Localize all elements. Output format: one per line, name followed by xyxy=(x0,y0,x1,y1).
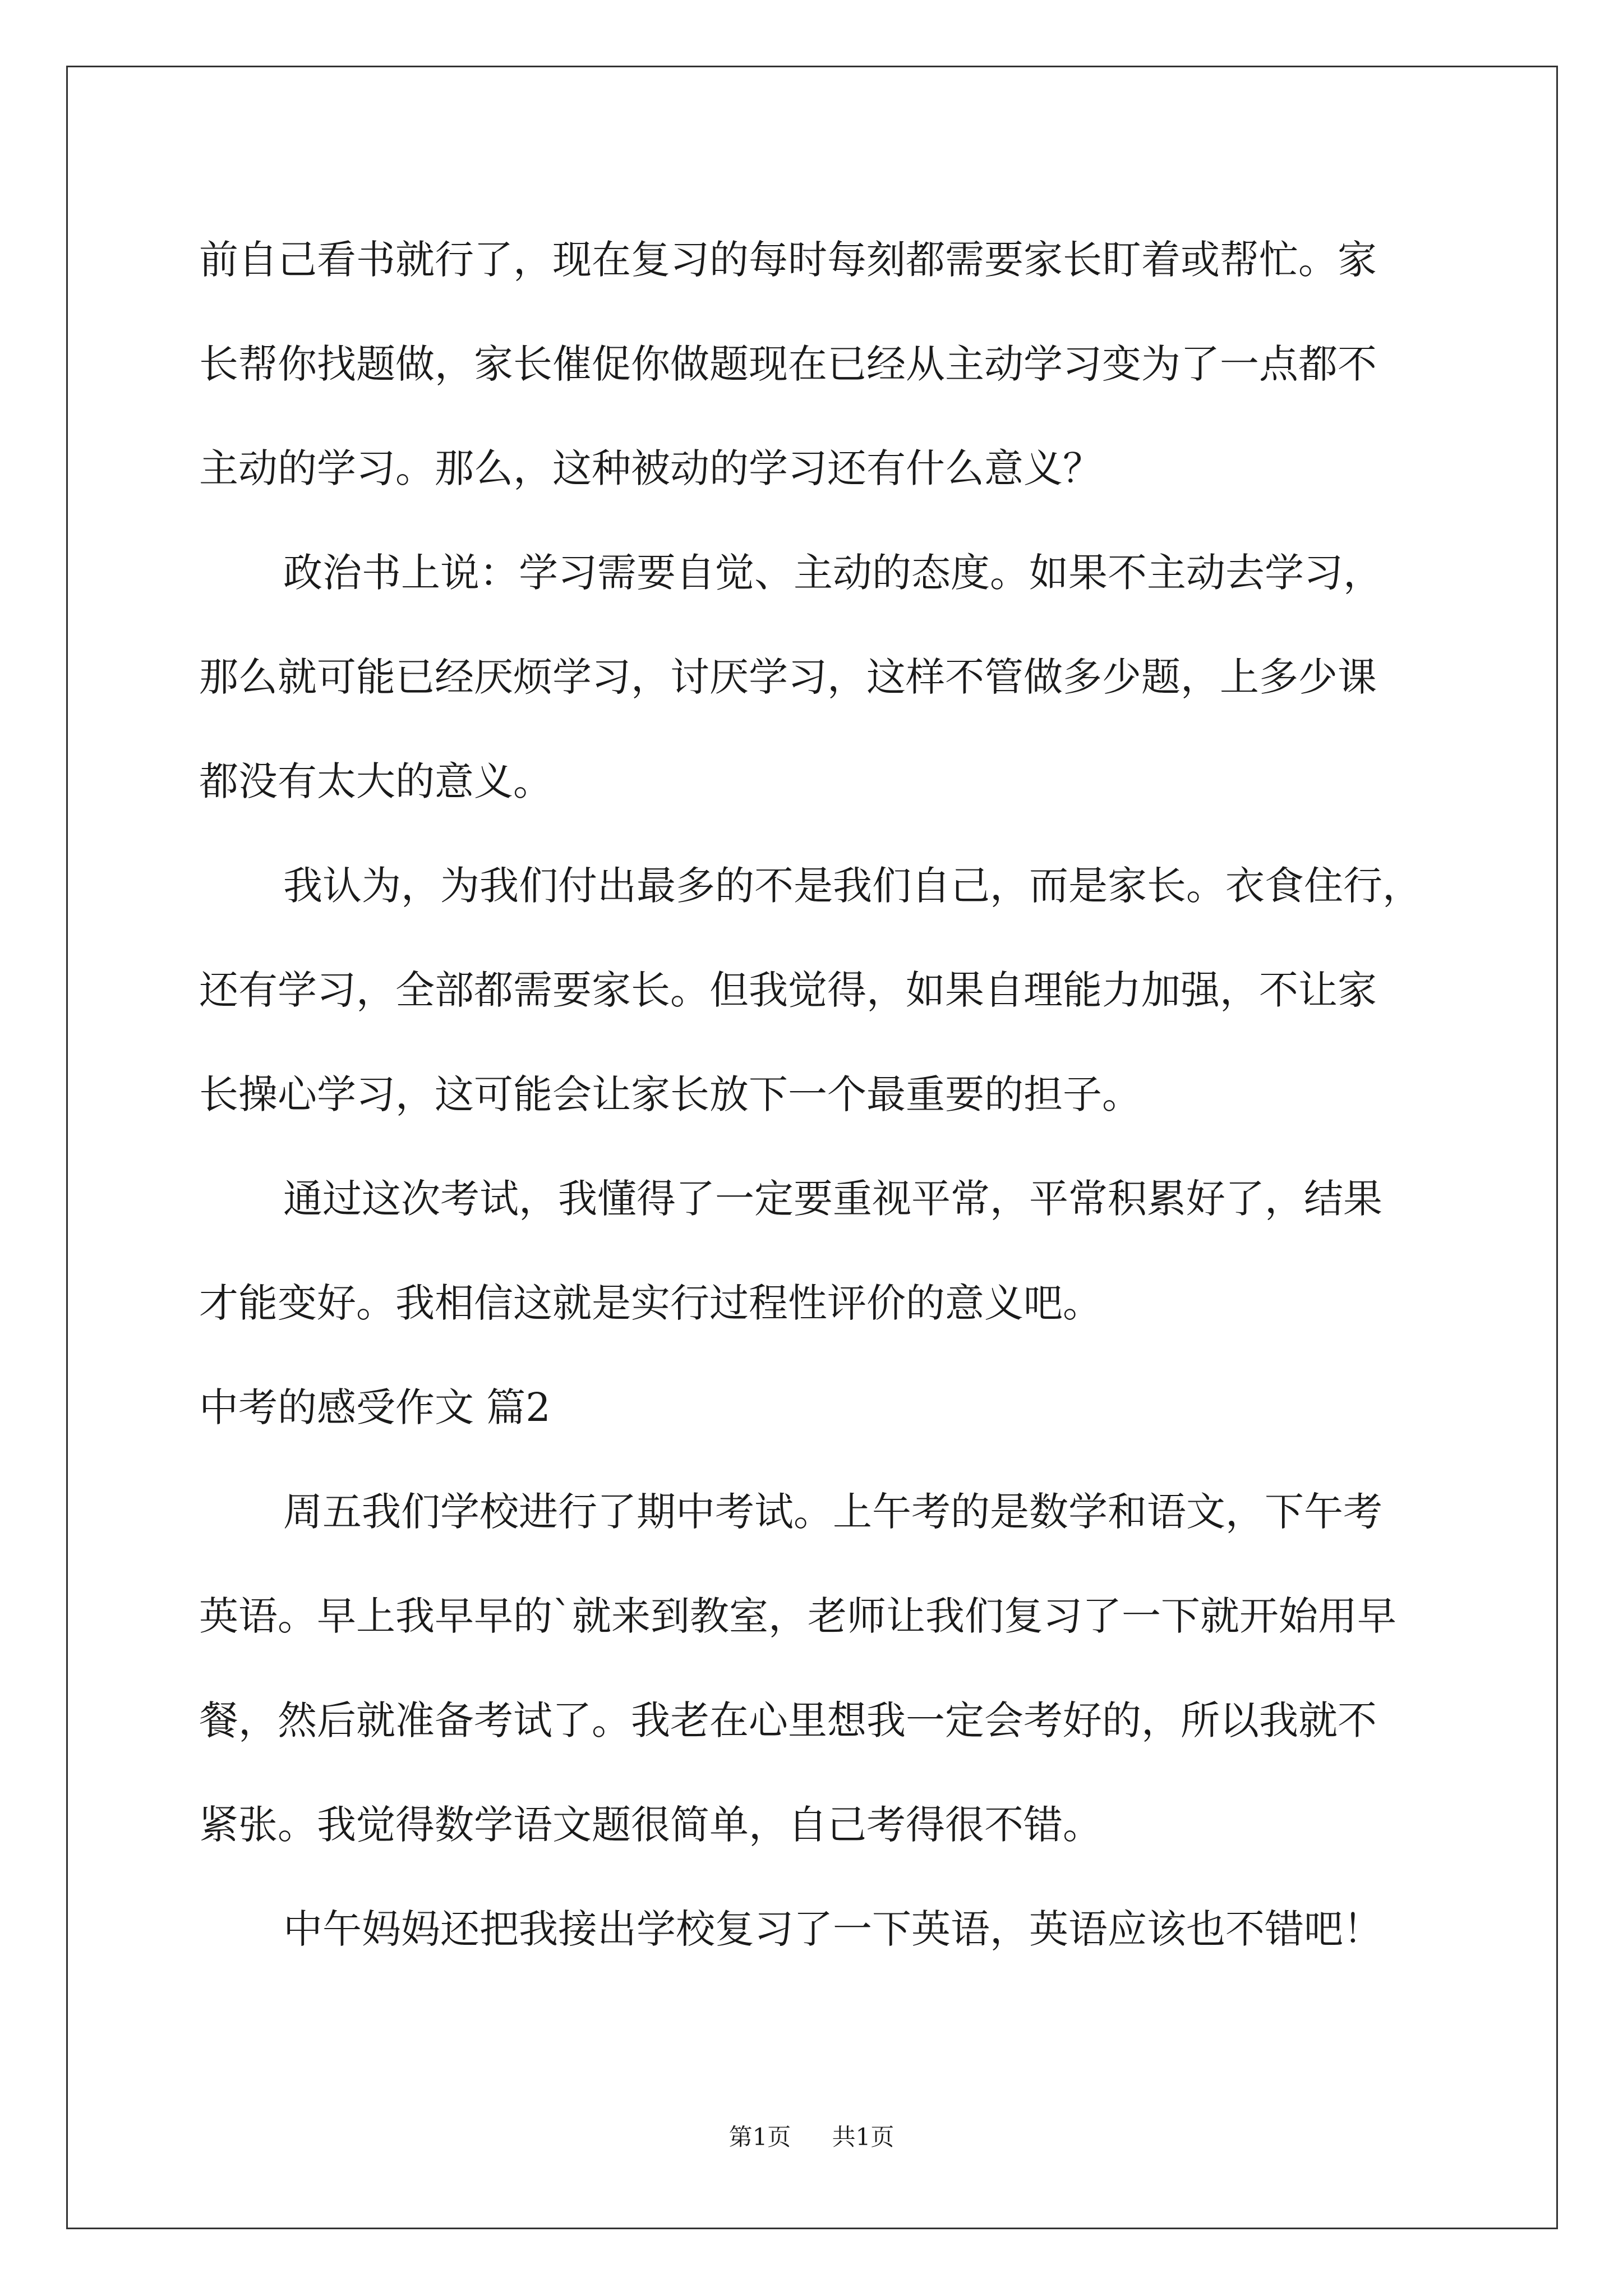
text-line: 才能变好。我相信这就是实行过程性评价的意义吧。 xyxy=(199,1280,1102,1326)
page-number: 第1页 xyxy=(728,2123,791,2151)
paragraph-start-line: 政治书上说：学习需要自觉、主动的态度。如果不主动去学习， xyxy=(283,550,1382,596)
section-heading: 中考的感受作文 篇2 xyxy=(199,1384,551,1430)
paragraph-start-line: 周五我们学校进行了期中考试。上午考的是数学和语文，下午考 xyxy=(283,1489,1382,1535)
text-line: 那么就可能已经厌烦学习，讨厌学习，这样不管做多少题，上多少课 xyxy=(199,654,1377,700)
text-line: 餐，然后就准备考试了。我老在心里想我一定会考好的，所以我就不 xyxy=(199,1697,1377,1743)
text-line: 主动的学习。那么，这种被动的学习还有什么意义？ xyxy=(199,445,1102,491)
paragraph-start-line: 中午妈妈还把我接出学校复习了一下英语，英语应该也不错吧！ xyxy=(283,1906,1382,1952)
text-line: 都没有太大的意义。 xyxy=(199,758,552,804)
page-footer xyxy=(0,2120,1623,2154)
paragraph-start-line: 我认为，为我们付出最多的不是我们自己，而是家长。衣食住行， xyxy=(283,863,1422,909)
text-line: 还有学习，全部都需要家长。但我觉得，如果自理能力加强，不让家 xyxy=(199,967,1377,1013)
document-body xyxy=(199,208,1455,1981)
text-line: 长操心学习，这可能会让家长放下一个最重要的担子。 xyxy=(199,1071,1141,1117)
text-line: 英语。早上我早早的`就来到教室，老师让我们复习了一下就开始用早 xyxy=(199,1593,1396,1639)
paragraph-start-line: 通过这次考试，我懂得了一定要重视平常，平常积累好了，结果 xyxy=(283,1176,1382,1222)
text-line: 长帮你找题做，家长催促你做题现在已经从主动学习变为了一点都不 xyxy=(199,341,1377,387)
text-line: 紧张。我觉得数学语文题很简单，自己考得很不错。 xyxy=(199,1802,1102,1848)
text-line: 前自己看书就行了，现在复习的每时每刻都需要家长盯着或帮忙。家 xyxy=(199,237,1377,283)
page-total: 共1页 xyxy=(832,2123,895,2151)
